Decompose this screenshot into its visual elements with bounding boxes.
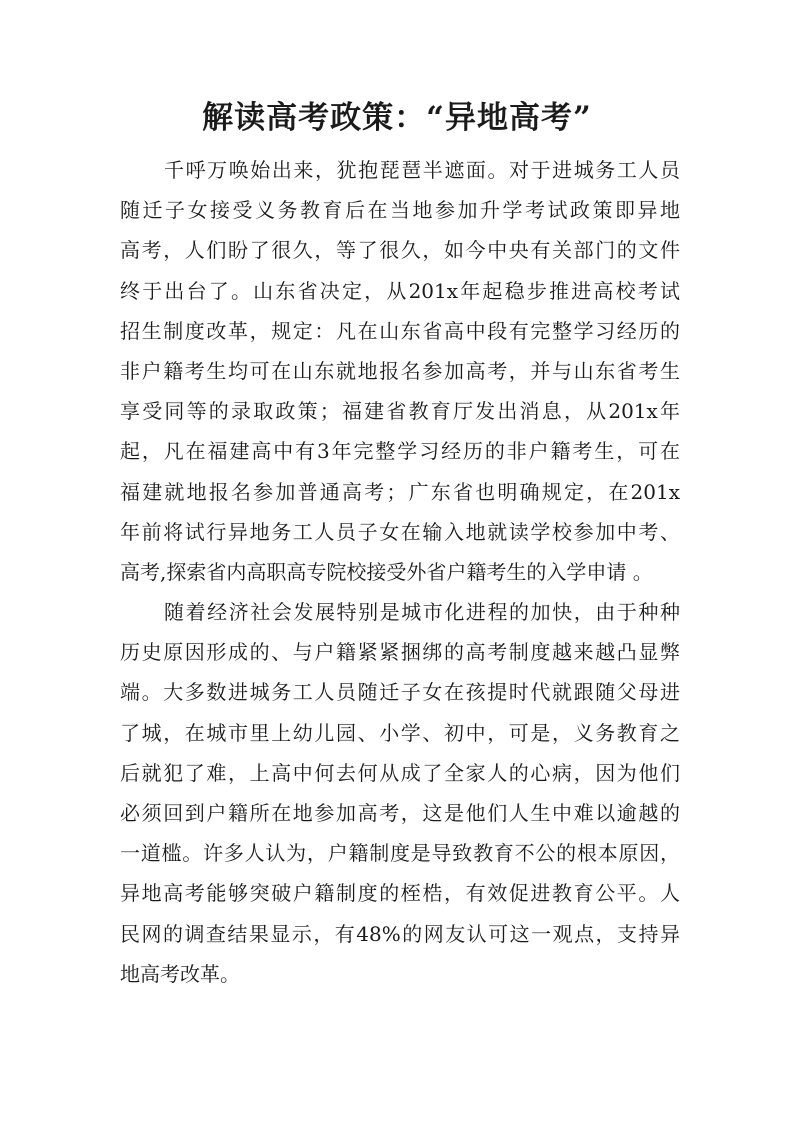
paragraph-line: 随迁子女接受义务教育后在当地参加升学考试政策即异地 <box>120 198 680 223</box>
paragraph-line: 地高考改革。 <box>120 961 240 986</box>
paragraph-line: 高考,探索省内高职高专院校接受外省户籍考生的入学申请 。 <box>120 559 653 584</box>
paragraph-line: 一道槛。许多人认为，户籍制度是导致教育不公的根本原因， <box>120 841 680 866</box>
paragraph-line: 高考，人们盼了很久，等了很久，如今中央有关部门的文件 <box>120 238 680 263</box>
document-body <box>120 150 680 994</box>
paragraph-line: 非户籍考生均可在山东就地报名参加高考，并与山东省考生 <box>120 358 680 383</box>
paragraph-line: 必须回到户籍所在地参加高考，这是他们人生中难以逾越的 <box>120 801 680 825</box>
paragraph-line: 福建就地报名参加普通高考；广东省也明确规定，在201x <box>120 479 680 504</box>
paragraph-line: 端。大多数进城务工人员随迁子女在孩提时代就跟随父母进 <box>120 680 680 705</box>
paragraph-line: 起，凡在福建高中有3年完整学习经历的非户籍考生，可在 <box>120 439 680 464</box>
paragraph-line: 异地高考能够突破户籍制度的桎梏，有效促进教育公平。人 <box>120 881 680 906</box>
document-title: 解读高考政策：“异地高考” <box>202 100 592 136</box>
paragraph-line: 年前将试行异地务工人员子女在输入地就读学校参加中考、 <box>120 519 680 544</box>
paragraph-line: 历史原因形成的、与户籍紧紧捆绑的高考制度越来越凸显弊 <box>120 640 680 665</box>
paragraph-line: 千呼万唤始出来，犹抱琵琶半遮面。对于进城务工人员 <box>164 158 680 182</box>
paragraph-line: 随着经济社会发展特别是城市化进程的加快，由于种种 <box>164 600 680 625</box>
paragraph-line: 享受同等的录取政策；福建省教育厅发出消息，从201x年 <box>120 399 680 424</box>
paragraph-line: 招生制度改革，规定：凡在山东省高中段有完整学习经历的 <box>120 318 680 343</box>
paragraph-line: 了城，在城市里上幼儿园、小学、初中，可是，义务教育之 <box>120 720 680 745</box>
paragraph-line: 终于出台了。山东省决定，从201x年起稳步推进高校考试 <box>120 278 680 303</box>
paragraph-2 <box>120 592 680 994</box>
paragraph-1 <box>120 150 680 592</box>
paragraph-line: 后就犯了难，上高中何去何从成了全家人的心病，因为他们 <box>120 760 680 785</box>
paragraph-line: 民网的调查结果显示，有48%的网友认可这一观点，支持异 <box>120 921 680 946</box>
